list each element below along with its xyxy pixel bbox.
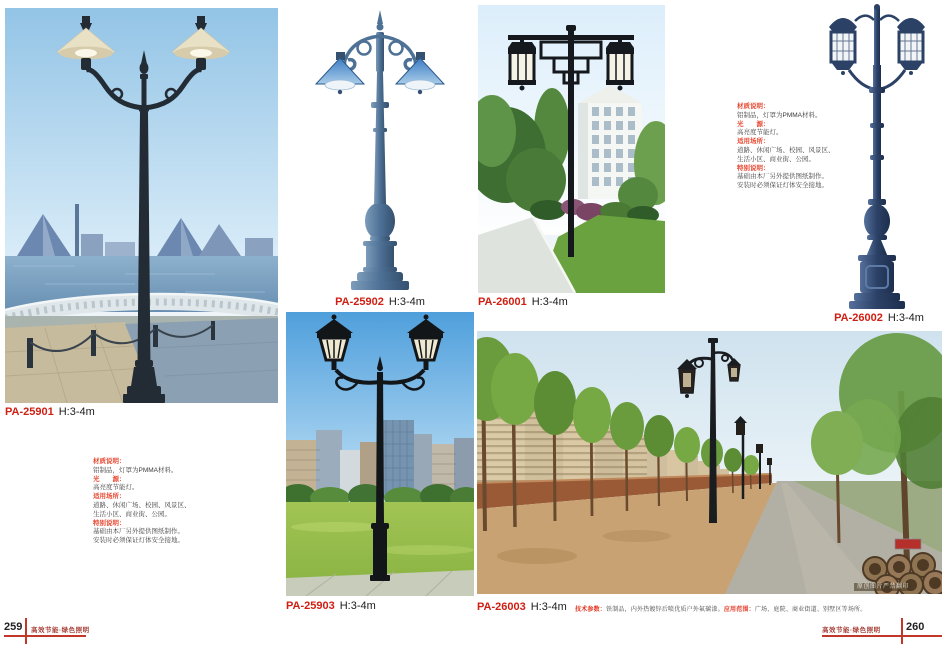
footer-slogan-right: 高效节能·绿色照明 — [822, 627, 881, 634]
hex-lantern — [829, 16, 874, 75]
product-height: H:3-4m — [388, 296, 425, 308]
spec-special-text: 安装时必须保证灯体安全接地。 — [93, 537, 184, 545]
product-photo-pa25901 — [5, 8, 278, 403]
spec-material-text: 铝制品，灯罩为PMMA材料。 — [737, 111, 822, 119]
page-number-right: 260 — [906, 621, 925, 633]
product-drawing-pa25902 — [300, 8, 460, 292]
footer-slogan-left: 高效节能·绿色照明 — [31, 627, 90, 634]
product-height: H:3-4m — [887, 312, 924, 324]
blue-shade — [396, 52, 444, 94]
spec-special-label: 特别说明： — [93, 519, 126, 527]
spec-special-text: 基础由本厂另外提供图纸制作。 — [737, 173, 828, 181]
tech-scope-text: 广场、庭院、商业街道、别墅区等场所。 — [754, 607, 867, 613]
tech-params-text: 铁制品，内外热镀锌后喷优质户外氟碳漆。 — [606, 607, 724, 613]
page-number-left: 259 — [4, 621, 23, 633]
spec-usage-text: 道路、休闲广场、校园、风景区、 — [93, 501, 191, 509]
product-label-pa26001 — [478, 296, 568, 308]
garden-scene-illustration — [478, 5, 665, 293]
spec-special-text: 基础由本厂另外提供图纸制作。 — [93, 528, 184, 536]
product-photo-pa26001 — [478, 5, 665, 293]
city-lawn-scene-illustration — [286, 312, 474, 596]
tech-note — [575, 604, 866, 613]
product-label-pa26002 — [814, 312, 944, 324]
spec-source-label: 光 源： — [737, 120, 770, 128]
product-height: H:3-4m — [531, 296, 568, 308]
product-height: H:3-4m — [339, 600, 376, 612]
product-photo-pa25903 — [286, 312, 474, 596]
spec-source-label: 光 源： — [93, 475, 126, 483]
tech-params-label: 技术参数： — [575, 607, 607, 613]
product-label-pa25903 — [286, 600, 376, 612]
lamp-drawing-illustration — [824, 3, 930, 309]
hanging-lantern — [606, 40, 634, 91]
product-code: PA-26003 — [477, 601, 526, 613]
product-code: PA-26001 — [478, 296, 527, 308]
footer-underline-right — [822, 635, 942, 637]
lakeside-scene-illustration — [5, 8, 278, 403]
tech-scope-label: 应用范围： — [723, 607, 755, 613]
product-code: PA-25903 — [286, 600, 335, 612]
product-label-pa25901 — [5, 406, 95, 418]
avenue-scene-illustration — [477, 331, 942, 594]
hex-lantern — [880, 16, 925, 75]
footer-divider-left — [25, 618, 27, 644]
spec-material-text: 铝制品，灯罩为PMMA材料。 — [93, 466, 178, 474]
spec-material-label: 材质说明： — [737, 103, 770, 110]
spec-source-text: 高亮度节能灯。 — [737, 129, 783, 137]
photo-watermark: 原创图片严禁翻印 — [854, 583, 912, 591]
product-code: PA-25901 — [5, 406, 54, 418]
product-code: PA-25902 — [335, 296, 384, 308]
spec-usage-text: 生活小区、商业街、公园。 — [737, 155, 815, 163]
spec-usage-label: 适用场所： — [737, 138, 770, 146]
product-drawing-pa26002 — [824, 3, 930, 309]
spec-block-right — [737, 103, 835, 191]
spec-block-left — [93, 458, 191, 546]
spec-special-label: 特别说明： — [737, 164, 770, 172]
spec-usage-text: 道路、休闲广场、校园、风景区、 — [737, 146, 835, 154]
product-label-pa25902 — [300, 296, 460, 308]
blue-shade — [316, 52, 364, 94]
footer-underline-left — [4, 635, 86, 637]
product-label-pa26003 — [477, 601, 567, 613]
product-code: PA-26002 — [834, 312, 883, 324]
hanging-lantern — [508, 40, 536, 91]
product-photo-pa26003 — [477, 331, 942, 594]
spec-usage-label: 适用场所： — [93, 493, 126, 501]
product-height: H:3-4m — [530, 601, 567, 613]
spec-source-text: 高亮度节能灯。 — [93, 484, 139, 492]
spec-material-label: 材质说明： — [93, 458, 126, 465]
product-height: H:3-4m — [58, 406, 95, 418]
lamp-drawing-illustration — [300, 8, 460, 292]
spec-usage-text: 生活小区、商业街、公园。 — [93, 510, 171, 518]
footer-divider-right — [901, 618, 903, 644]
spec-special-text: 安装时必须保证灯体安全接地。 — [737, 182, 828, 190]
